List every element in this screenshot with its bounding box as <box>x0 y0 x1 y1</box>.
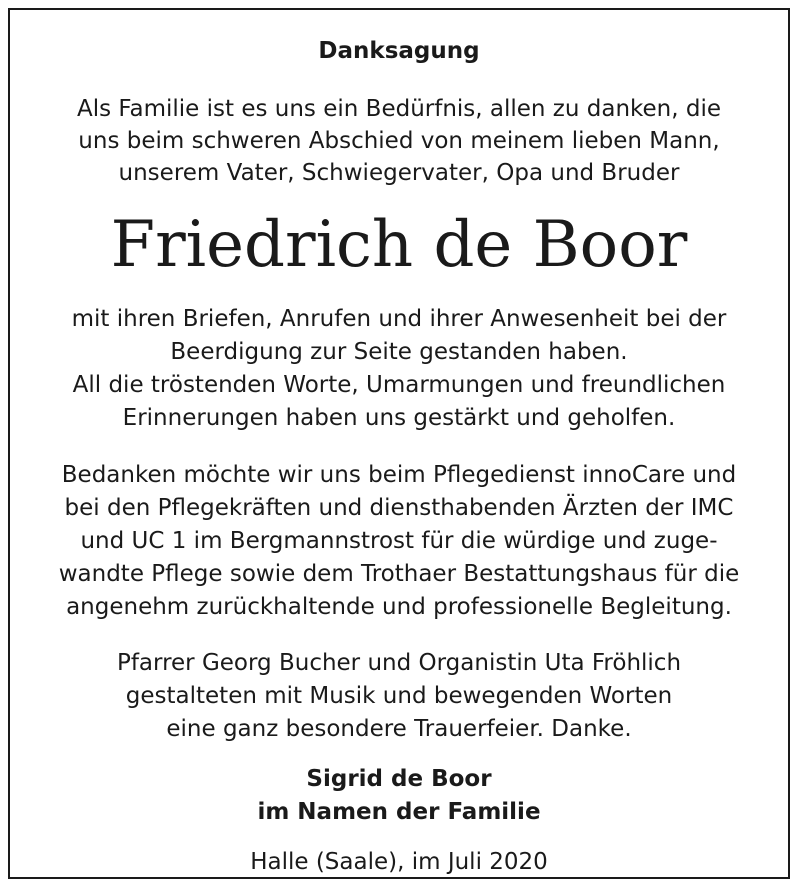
heading: Danksagung <box>318 38 480 64</box>
paragraph2-line-5: angenehm zurückhaltende und professionelle Begleitung. <box>66 594 732 620</box>
obituary-card <box>8 8 790 879</box>
intro-line-2: uns beim schweren Abschied von meinem lieben Mann, <box>78 128 720 154</box>
paragraph2-line-1: Bedanken möchte wir uns beim Pflegedienst innoCare und <box>61 462 737 488</box>
intro-line-1: Als Familie ist es uns ein Bedürfnis, allen zu danken, die <box>76 96 722 122</box>
signature-subtitle: im Namen der Familie <box>257 799 541 825</box>
paragraph2-line-3: und UC 1 im Bergmannstrost für die würdige und zuge- <box>80 528 718 554</box>
paragraph1-line-1: mit ihren Briefen, Anrufen und ihrer Anwesenheit bei der <box>71 306 727 332</box>
paragraph3-line-1: Pfarrer Georg Bucher und Organistin Uta Fröhlich <box>116 650 682 676</box>
paragraph3-line-2: gestalteten mit Musik und bewegenden Worten <box>125 683 673 709</box>
paragraph1-line-4: Erinnerungen haben uns gestärkt und geholfen. <box>122 405 676 431</box>
deceased-name: Friedrich de Boor <box>110 208 688 282</box>
paragraph3-line-3: eine ganz besondere Trauerfeier. Danke. <box>166 716 632 742</box>
place-date: Halle (Saale), im Juli 2020 <box>250 849 548 875</box>
intro-line-3: unserem Vater, Schwiegervater, Opa und Bruder <box>118 160 680 186</box>
paragraph1-line-2: Beerdigung zur Seite gestanden haben. <box>170 339 628 365</box>
paragraph1-line-3: All die tröstenden Worte, Umarmungen und freundlichen <box>72 372 726 398</box>
paragraph2-line-4: wandte Pflege sowie dem Trothaer Bestattungshaus für die <box>58 561 740 587</box>
signature-name: Sigrid de Boor <box>306 766 492 792</box>
paragraph2-line-2: bei den Pflegekräften und diensthabenden Ärzten der IMC <box>64 495 734 521</box>
